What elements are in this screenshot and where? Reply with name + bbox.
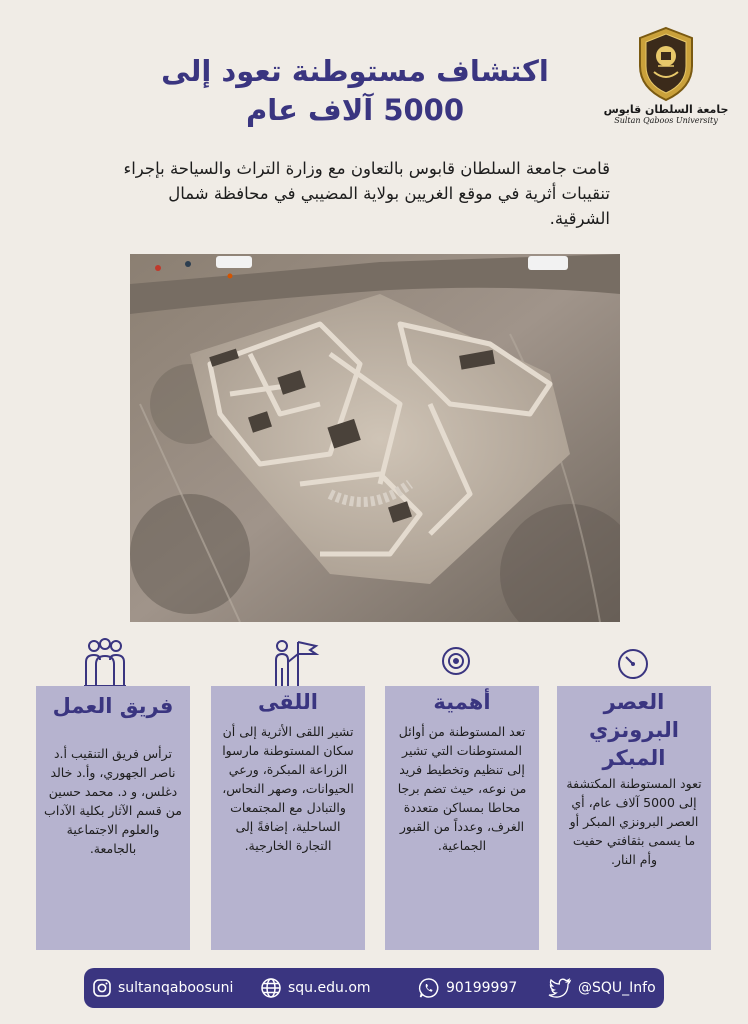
page-title [100,52,610,130]
university-logo [603,26,729,134]
clock-icon [616,647,650,681]
whatsapp-icon [418,977,440,999]
crest-icon [634,26,698,102]
twitter-icon [548,978,572,998]
twitter-handle: @SQU_Info [578,980,656,996]
card-title: فريق العمل [52,694,174,718]
logo-name-arabic: جامعة السلطان قابوس [603,103,729,116]
title-line-1: اكتشاف مستوطنة تعود إلى [161,54,549,88]
card-body: تشير اللقى الأثرية إلى أن سكان المستوطنة مارسوا الزراعة المبكرة، ورعي الحيوانات، وصهر النحاس، والتبادل مع المجتمعات الساحلية، إضافةً إلى التجارة الخارجية. [222,724,354,853]
instagram-icon [92,978,112,998]
instagram-handle: sultanqaboosuni [118,980,234,996]
card-bronze-age [557,686,711,950]
person-flag-icon [268,638,320,690]
card-finds [211,686,365,950]
instagram-link[interactable] [92,968,233,1008]
card-importance [385,686,539,950]
whatsapp-number: 90199997 [446,980,518,996]
intro-paragraph: قامت جامعة السلطان قابوس بالتعاون مع وزارة التراث والسياحة بإجراء تنقيبات أثرية في موقع الغريين بولاية المضيبي في محافظة شمال الشرقية. [123,159,610,228]
twitter-link[interactable] [548,968,656,1008]
card-title: أهمية [433,690,491,714]
website-url: squ.edu.om [288,980,371,996]
card-body: ترأس فريق التنقيب أ.د ناصر الجهوري، وأ.د خالد دغلس، و د. محمد حسين من قسم الآثار بكلية الآداب والعلوم الاجتماعية بالجامعة. [44,746,182,856]
whatsapp-link[interactable] [418,968,517,1008]
globe-icon [260,977,282,999]
team-icon [80,638,130,688]
title-line-2: 5000 آلاف عام [245,93,465,127]
card-body: تعود المستوطنة المكتشفة إلى 5000 آلاف عام، أي العصر البرونزي المبكر أو ما يسمى بثقافتي حفيت وأم النار. [566,776,702,867]
card-title: العصر البرونزي المبكر [589,690,679,770]
website-link[interactable] [260,968,371,1008]
card-title: اللقى [257,690,319,714]
target-icon [440,645,472,677]
logo-name-english: Sultan Qaboos University [614,116,718,125]
contact-footer [84,968,664,1008]
aerial-excavation-photo [130,254,620,622]
card-team [36,686,190,950]
card-body: تعد المستوطنة من أوائل المستوطنات التي تشير إلى تنظيم وتخطيط فريد من نوعه، حيث تضم برجا محاطا بمساكن متعددة الغرف، وعدداً من القبور الجماعية. [397,724,527,853]
